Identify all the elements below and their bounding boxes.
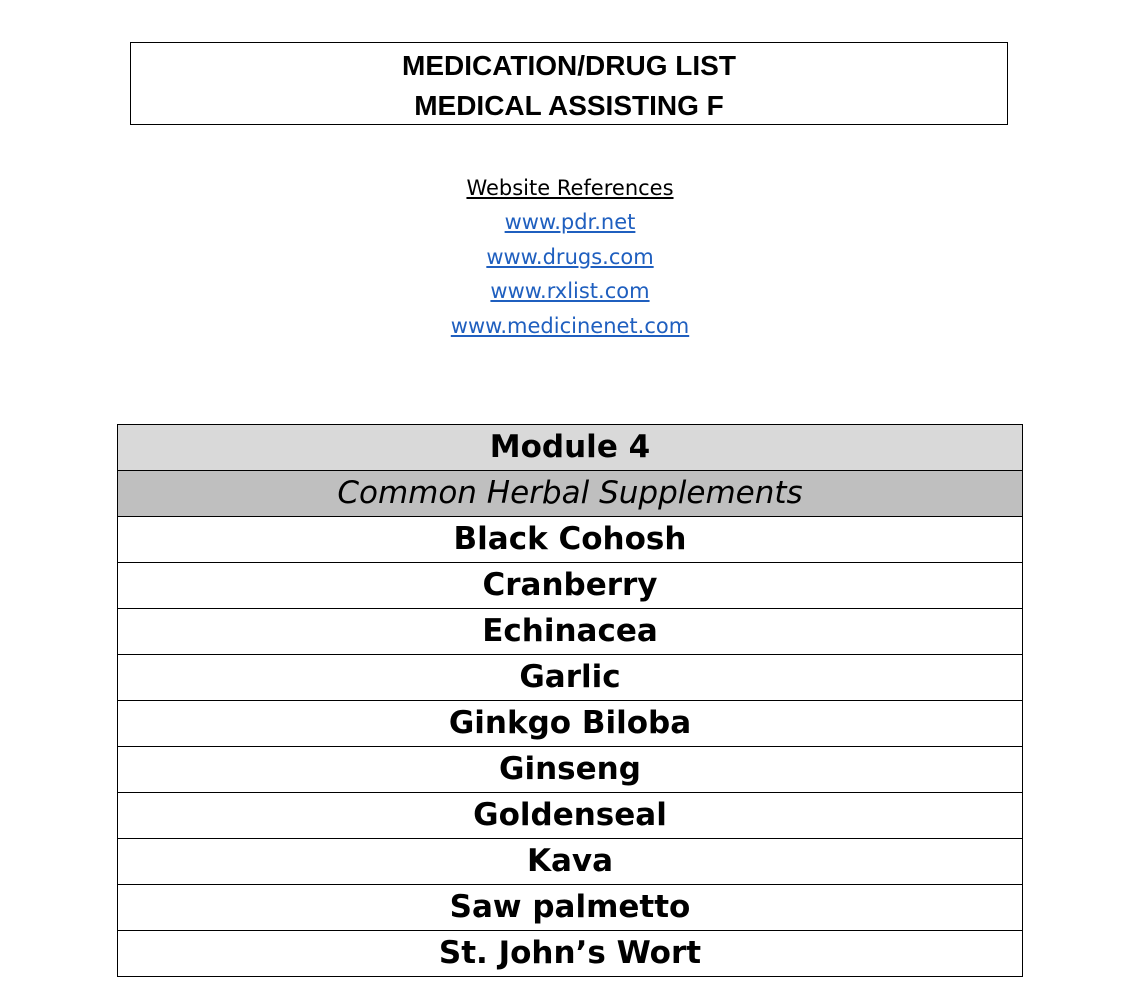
- table-row: [118, 517, 1023, 563]
- module-header-row: [118, 425, 1023, 471]
- supplement-name: Saw palmetto: [118, 885, 1023, 931]
- document-title-box: [130, 42, 1008, 125]
- reference-link-pdr[interactable]: www.pdr.net: [504, 210, 636, 234]
- supplement-name: Garlic: [118, 655, 1023, 701]
- table-row: [118, 701, 1023, 747]
- table-row: [118, 839, 1023, 885]
- herbal-supplements-table: [117, 424, 1023, 977]
- table-row: [118, 563, 1023, 609]
- table-row: [118, 655, 1023, 701]
- table-row: [118, 793, 1023, 839]
- supplement-name: Kava: [118, 839, 1023, 885]
- supplement-name: Cranberry: [118, 563, 1023, 609]
- supplement-name: Ginseng: [118, 747, 1023, 793]
- category-header-row: [118, 471, 1023, 517]
- supplement-name: Black Cohosh: [118, 517, 1023, 563]
- document-title: MEDICATION/DRUG LIST: [402, 50, 736, 81]
- supplement-name: Goldenseal: [118, 793, 1023, 839]
- table-row: [118, 609, 1023, 655]
- reference-link-drugs[interactable]: www.drugs.com: [486, 244, 654, 269]
- references-heading: Website References: [466, 176, 674, 200]
- reference-link-rxlist[interactable]: www.rxlist.com: [490, 279, 650, 303]
- supplement-name: Echinacea: [118, 609, 1023, 655]
- supplement-name: St. John’s Wort: [118, 931, 1023, 977]
- page-crop-edge: [0, 978, 1137, 989]
- reference-link-medicinenet[interactable]: www.medicinenet.com: [450, 313, 690, 338]
- module-title: Module 4: [118, 425, 1023, 471]
- website-references: [0, 171, 1137, 343]
- supplement-name: Ginkgo Biloba: [118, 701, 1023, 747]
- category-title: Common Herbal Supplements: [118, 471, 1023, 517]
- table-row: [118, 747, 1023, 793]
- table-row: [118, 931, 1023, 977]
- document-subtitle: MEDICAL ASSISTING F: [414, 90, 724, 121]
- table-row: [118, 885, 1023, 931]
